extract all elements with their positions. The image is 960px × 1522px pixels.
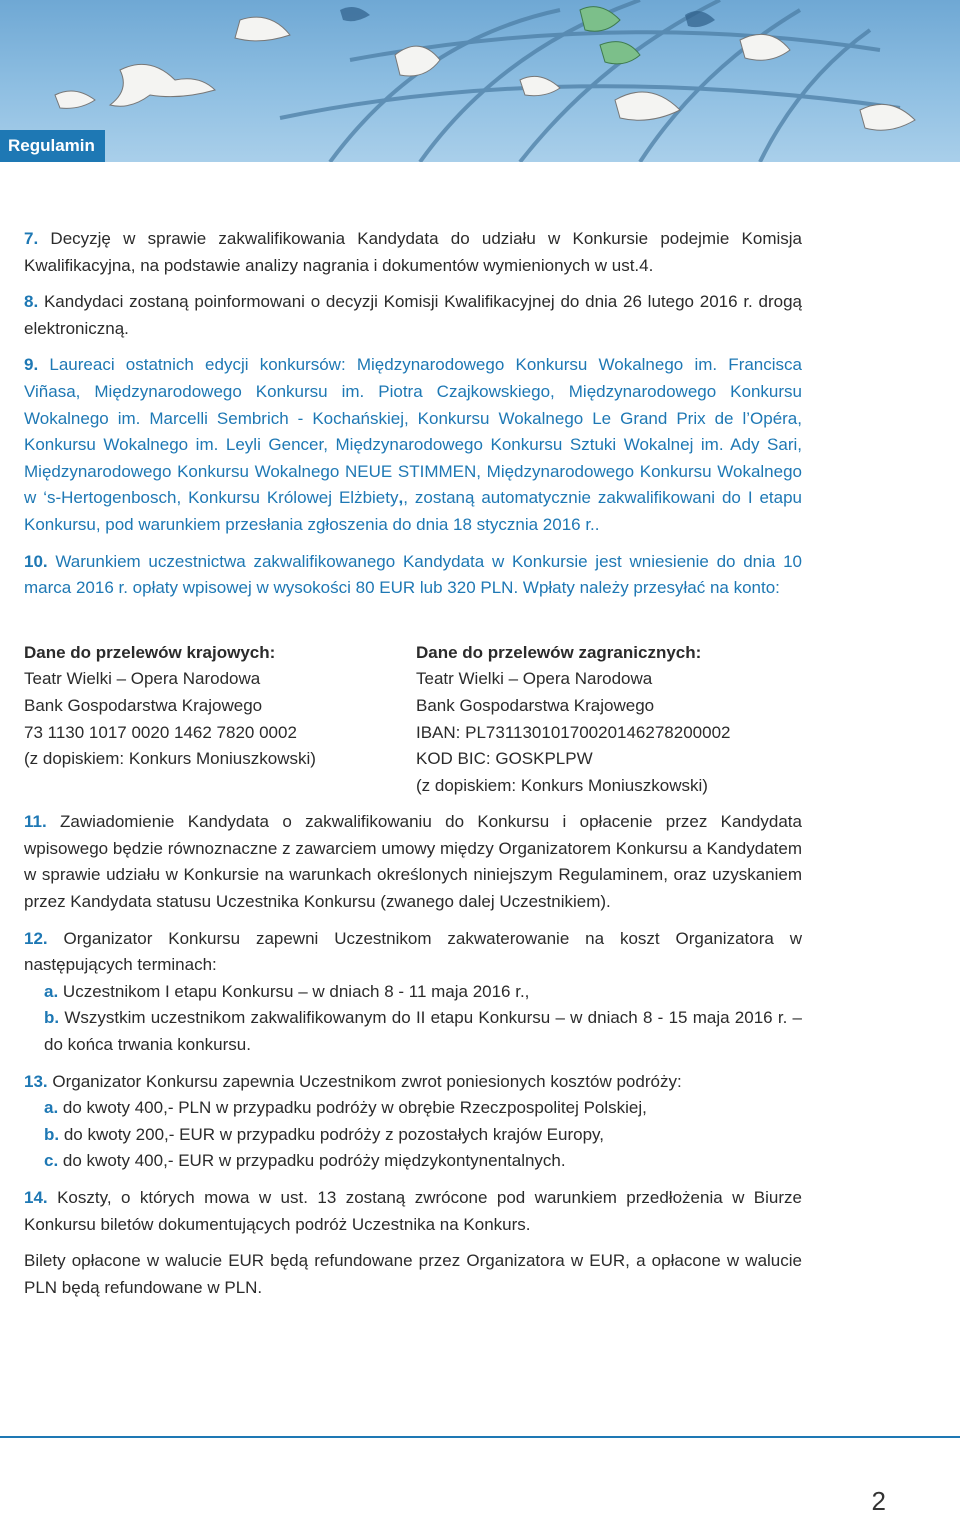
point-number: 11. (24, 812, 47, 832)
list-item: b. do kwoty 200,- EUR w przypadku podróży z pozostałych krajów Europy, (44, 1124, 604, 1144)
point-number: 10. (24, 551, 48, 571)
paragraph-10 (24, 549, 802, 602)
point-number: 12. (24, 928, 48, 948)
paragraph-13 (24, 1069, 802, 1096)
foreign-heading: Dane do przelewów zagranicznych: (416, 642, 702, 662)
iban: IBAN: PL73113010170020146278200002 (416, 722, 731, 742)
paragraph-text: Organizator Konkursu zapewni Uczestnikom zakwaterowanie na koszt Organizatora w następujących terminach: (24, 928, 802, 975)
paragraph-text: Decyzję w sprawie zakwalifikowania Kandydata do udziału w Konkursie podejmie Komisja Kwalifikacyjna, na podstawie analizy nagrania i dokumentów wymienionych w ust.4. (24, 229, 802, 275)
paragraph-text: Warunkiem uczestnictwa zakwalifikowanego Kandydata w Konkursie jest wniesienie do dnia 10 marca 2016 r. opłaty wpisowej w wysokości 80 EUR lub 320 PLN. Wpłaty należy przesyłać na konto: (24, 551, 802, 598)
bank-details (24, 640, 802, 800)
bank-line: Teatr Wielki – Opera Narodowa (24, 669, 261, 689)
footer-divider (0, 1436, 960, 1438)
domestic-transfer (24, 640, 416, 800)
point-number: 13. (24, 1071, 48, 1091)
birds-illustration (0, 0, 960, 162)
bank-line: Bank Gospodarstwa Krajowego (24, 695, 263, 715)
page-number: 2 (871, 1486, 886, 1516)
point-number: 14. (24, 1188, 48, 1207)
paragraph-final: Bilety opłacone w walucie EUR będą refundowane przez Organizatora w EUR, a opłacone w walucie PLN będą refundowane w PLN. (24, 1251, 802, 1297)
list-item: a. Uczestnikom I etapu Konkursu – w dniach 8 - 11 maja 2016 r., (44, 981, 530, 1001)
bank-line: Teatr Wielki – Opera Narodowa (416, 669, 653, 689)
bank-line: (z dopiskiem: Konkurs Moniuszkowski) (416, 775, 708, 795)
paragraph-14 (24, 1185, 802, 1238)
account-number: 73 1130 1017 0020 1462 7820 0002 (24, 722, 297, 742)
paragraph-12-list (24, 979, 802, 1059)
paragraph-text: Koszty, o których mowa w ust. 13 zostaną zwrócone pod warunkiem przedłożenia w Biurze Konkursu biletów dokumentujących podróż Uczestnika na Konkurs. (24, 1188, 802, 1234)
list-item: c. do kwoty 400,- EUR w przypadku podróży międzykontynentalnych. (44, 1151, 566, 1171)
paragraph-text: Organizator Konkursu zapewnia Uczestnikom zwrot poniesionych kosztów podróży: (52, 1071, 682, 1091)
paragraph-text: Kandydaci zostaną poinformowani o decyzji Komisji Kwalifikacyjnej do dnia 26 lutego 2016 r. drogą elektroniczną. (24, 292, 802, 338)
foreign-transfer (416, 640, 730, 800)
regulation-text (24, 226, 802, 1301)
paragraph-9 (24, 352, 802, 538)
paragraph-13-list (24, 1095, 802, 1175)
paragraph-11 (24, 809, 802, 915)
point-number: 8. (24, 292, 39, 312)
paragraph-text: , zostaną automatycznie zakwalifikowani do I etapu Konkursu, pod warunkiem przesłania zgłoszenia do dnia 18 stycznia 2016 r.. (24, 488, 803, 534)
list-item: a. do kwoty 400,- PLN w przypadku podróży w obrębie Rzeczpospolitej Polskiej, (44, 1098, 647, 1118)
list-item: b. Wszystkim uczestnikom zakwalifikowanym do II etapu Konkursu – w dniach 8 - 15 maja 2016 r. – do końca trwania konkursu. (44, 1008, 802, 1055)
paragraph-text-comma: , (398, 488, 404, 508)
paragraph-text: Zawiadomienie Kandydata o zakwalifikowaniu do Konkursu i opłacenie przez Kandydata wpisowego będzie równoznaczne z zawarciem umowy między Organizatorem Konkursu a Kandydatem w sprawie udziału w Konkursie na warunkach określonych niniejszym Regulaminem, oraz uzyskaniem przez Kandydata statusu Uczestnika Konkursu (zwanego dalej Uczestnikiem). (24, 812, 802, 912)
paragraph-12 (24, 926, 802, 979)
section-tag: Regulamin (0, 130, 105, 162)
point-number: 7. (24, 229, 39, 248)
bank-line: Bank Gospodarstwa Krajowego (416, 695, 655, 715)
bic-code: KOD BIC: GOSKPLPW (416, 749, 593, 769)
paragraph-7 (24, 226, 802, 279)
paragraph-8 (24, 289, 802, 342)
bank-line: (z dopiskiem: Konkurs Moniuszkowski) (24, 749, 316, 769)
paragraph-text: Laureaci ostatnich edycji konkursów: Międzynarodowego Konkursu Wokalnego im. Francisca Viñasa, Międzynarodowego Konkursu im. Piotra Czajkowskiego, Międzynarodowego Konkursu Wokalnego im. Marcelli Sembrich - Kochańskiej, Konkursu Wokalnego Le Grand Prix de l’Opéra, Konkursu Wokalnego im. Leyli Gencer, Międzynarodowego Konkursu Sztuki Wokalnej im. Ady Sari, Międzynarodowego Konkursu Wokalnego NEUE STIMMEN, Międzynarodowego Konkursu Wokalnego w ‘s-Hertogenbosch, Konkursu Królowej Elżbiety (24, 355, 802, 508)
point-number: 9. (24, 355, 39, 375)
domestic-heading: Dane do przelewów krajowych: (24, 642, 276, 662)
header-banner (0, 0, 960, 162)
